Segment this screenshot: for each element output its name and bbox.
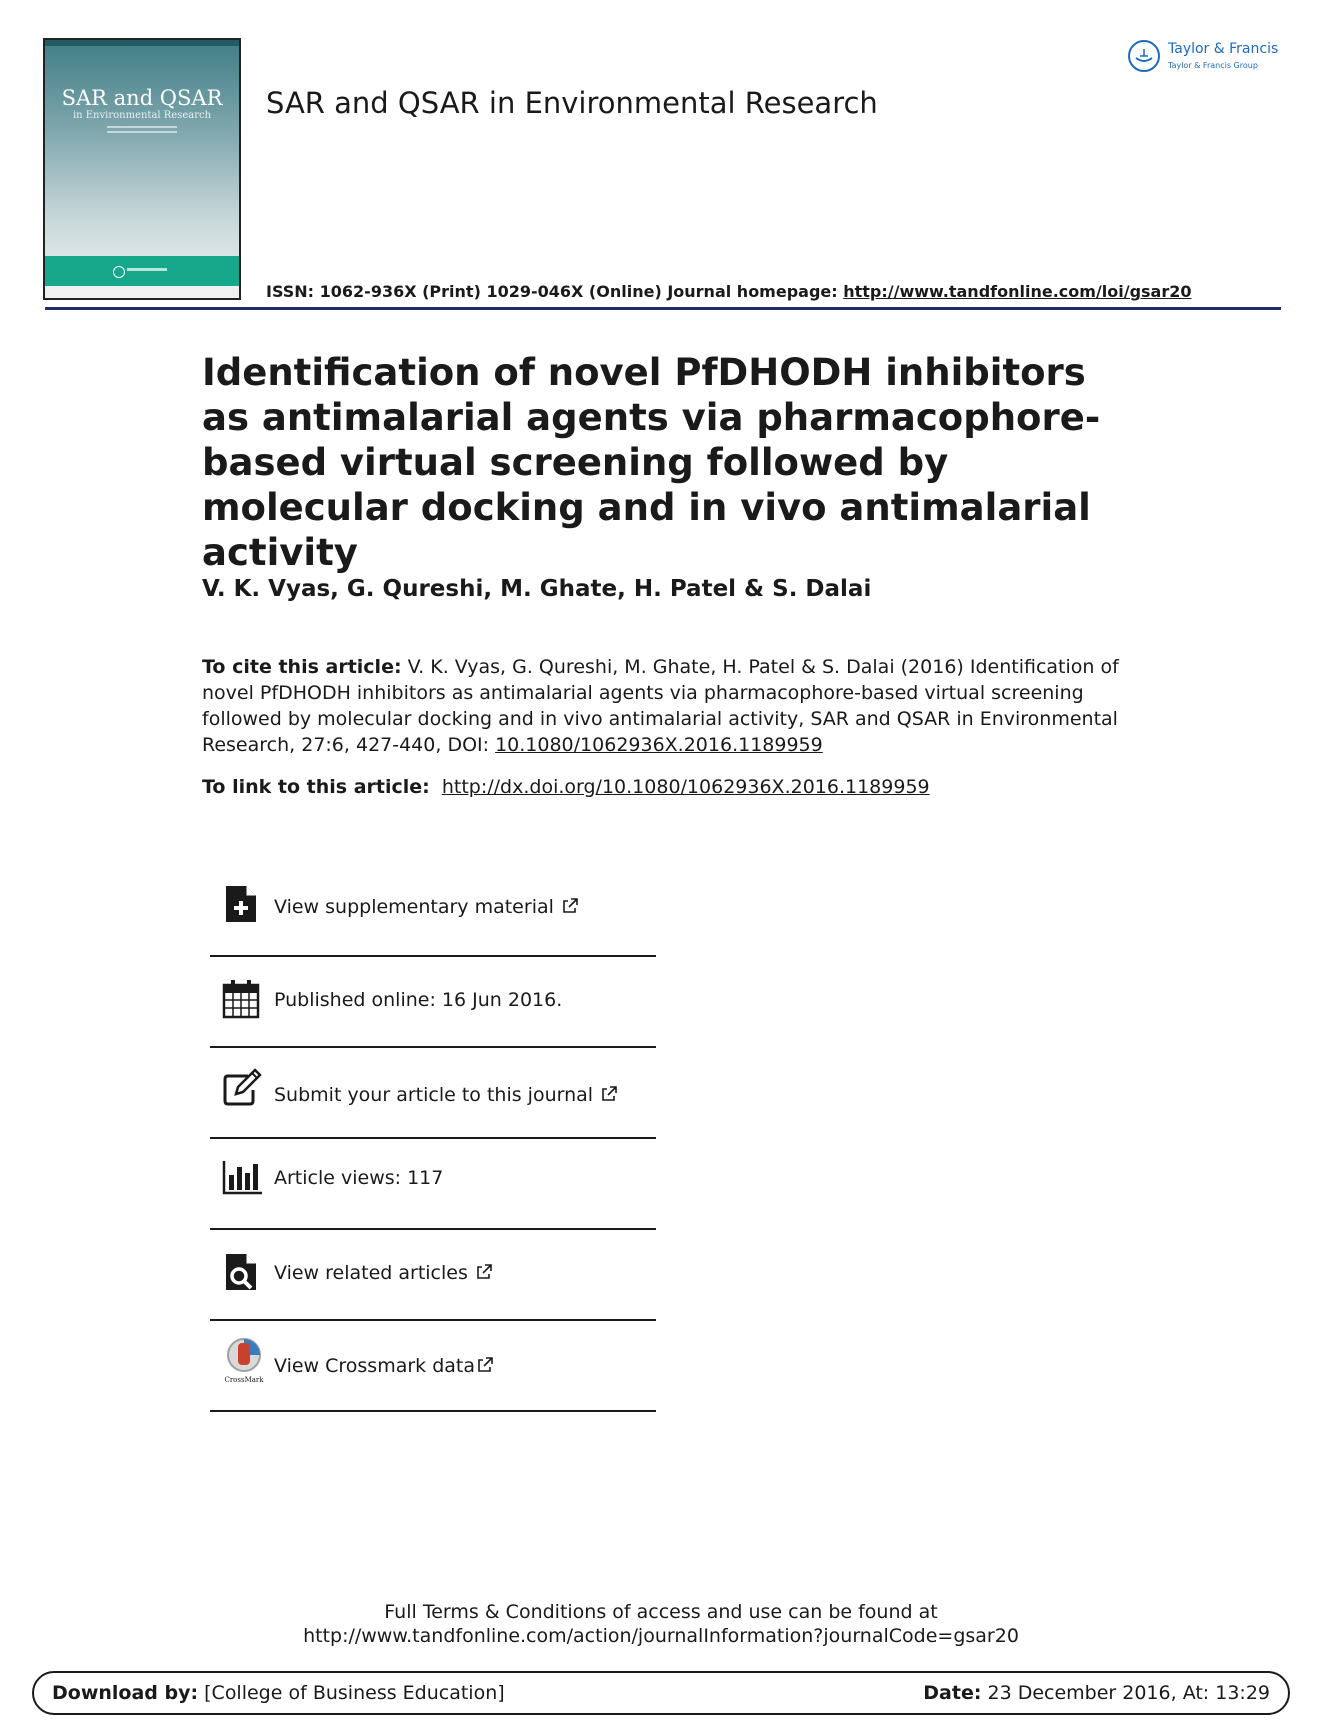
action-label: View Crossmark data: [274, 1355, 493, 1377]
action-view-crossmark[interactable]: [210, 1321, 656, 1412]
publisher-group: Taylor & Francis Group: [1168, 61, 1258, 70]
download-date-value: 23 December 2016, At: 13:29: [981, 1682, 1270, 1704]
terms-line-1: Full Terms & Conditions of access and use can be found at: [384, 1601, 938, 1623]
cover-logo-mark: [127, 268, 167, 271]
download-by-value: [College of Business Education]: [198, 1682, 505, 1704]
cover-bottom-strip: [45, 286, 239, 298]
publisher-name: Taylor & Francis: [1168, 41, 1279, 57]
cover-title: SAR and QSAR: [61, 86, 223, 110]
journal-cover-image: [45, 40, 239, 298]
download-date: [923, 1682, 1270, 1704]
download-by: [52, 1682, 505, 1704]
cover-subtitle: in Environmental Research: [72, 110, 212, 121]
issn-text: ISSN: 1062-936X (Print) 1029-046X (Online) Journal homepage:: [266, 282, 844, 301]
external-link-icon: [477, 1357, 493, 1373]
action-view-related[interactable]: [210, 1230, 656, 1321]
citation-label: To cite this article:: [202, 656, 402, 678]
journal-title: SAR and QSAR in Environmental Research: [266, 86, 878, 120]
citation-block: [202, 654, 1142, 758]
crossmark-icon: [222, 1337, 266, 1385]
bar-chart-icon: [222, 1157, 262, 1197]
action-label: Submit your article to this journal: [274, 1084, 617, 1106]
external-link-icon: [601, 1086, 617, 1102]
file-plus-icon: [222, 884, 262, 924]
crossmark-icon-text: CrossMark: [224, 1376, 264, 1384]
action-article-views: [210, 1139, 656, 1230]
cover-editor-lines: [107, 126, 177, 136]
article-views-label: Article views: 117: [274, 1167, 444, 1189]
cover-logo-icon: [113, 266, 125, 278]
calendar-icon: [222, 979, 262, 1019]
external-link-icon: [476, 1264, 492, 1280]
download-by-label: Download by:: [52, 1682, 199, 1704]
header-divider: [45, 307, 1281, 310]
article-link-label: To link to this article:: [202, 776, 430, 798]
citation-text: V. K. Vyas, G. Qureshi, M. Ghate, H. Patel & S. Dalai (2016) Identification of novel PfDHODH inhibitors as antimalarial agents via pharmacophore-based virtual screening followed by molecular docking and in vivo antimalarial activity, SAR and QSAR in Environmental Research, 27:6, 427-440, DOI:: [202, 656, 1119, 756]
external-link-icon: [562, 898, 578, 914]
action-published-online: [210, 957, 656, 1048]
journal-homepage-link[interactable]: http://www.tandfonline.com/loi/gsar20: [843, 282, 1192, 301]
publisher-logo[interactable]: [1128, 40, 1288, 80]
issn-line: [266, 282, 1192, 301]
published-online-label: Published online: 16 Jun 2016.: [274, 989, 563, 1011]
cover-top-strip: [45, 40, 239, 46]
terms-notice: [0, 1600, 1322, 1648]
citation-doi-link[interactable]: 10.1080/1062936X.2016.1189959: [495, 734, 823, 756]
download-date-label: Date:: [923, 1682, 982, 1704]
action-view-supplementary[interactable]: [210, 866, 656, 957]
article-actions-list: [210, 866, 656, 1412]
article-title: Identification of novel PfDHODH inhibitors as antimalarial agents via pharmacophore-based virtual screening followed by molecular docking and in vivo antimalarial activity: [202, 351, 1101, 574]
terms-line-2-url[interactable]: http://www.tandfonline.com/action/journalInformation?journalCode=gsar20: [303, 1625, 1019, 1647]
file-search-icon: [222, 1252, 262, 1292]
action-label: View supplementary material: [274, 896, 578, 918]
edit-icon: [222, 1068, 262, 1108]
download-info-bar: [32, 1671, 1290, 1715]
cover-publisher-band: [45, 256, 239, 286]
action-label: View related articles: [274, 1262, 492, 1284]
article-link-block: [202, 776, 930, 798]
article-authors: V. K. Vyas, G. Qureshi, M. Ghate, H. Patel & S. Dalai: [202, 576, 872, 602]
taylor-francis-logo-icon: [1128, 40, 1160, 72]
action-submit-article[interactable]: [210, 1048, 656, 1139]
article-doi-link[interactable]: http://dx.doi.org/10.1080/1062936X.2016.1189959: [441, 776, 930, 798]
